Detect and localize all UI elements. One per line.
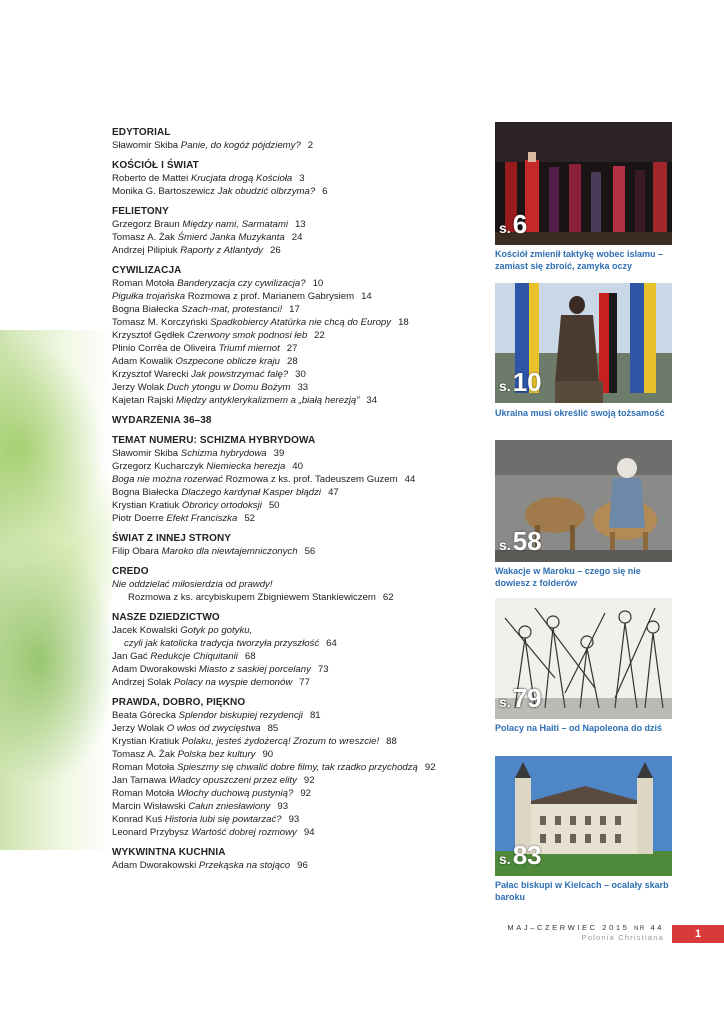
section-title: EDYTORIAL [112,127,171,138]
entry-author: Roman Motoła [112,278,175,289]
entry-page: 81 [309,710,321,721]
page-ref-83: s.83 [499,840,542,870]
toc-entry[interactable] [112,473,492,486]
entry-author: Andrzej Solak [112,677,172,688]
feature-caption-10: Ukraina musi określić swoją tożsamość [495,408,665,418]
page-ref-58: s.58 [499,526,542,556]
toc-entry[interactable] [112,499,492,512]
entry-page: 18 [398,317,409,328]
toc-entry[interactable] [112,663,492,676]
entry-author: Leonard Przybysz [112,827,189,838]
entry-author: Rozmowa z ks. prof. Tadeuszem Guzem [225,474,398,485]
entry-author: Monika G. Bartoszewicz [112,186,215,197]
section-title: FELIETONY [112,206,169,217]
entry-title: Miasto z saskiej porcelany [198,664,311,675]
toc-entry[interactable] [112,787,492,800]
toc-section [112,414,492,427]
toc-entry[interactable] [112,591,492,604]
entry-title: Niemiecka herezja [206,461,286,472]
entry-title: Czerwony smok podnosi łeb [187,330,308,341]
entry-title: czyli jak katolicka tradycja tworzyła przyszłość [124,638,320,649]
entry-author: Bogna Białecka [112,304,179,315]
entry-author: Krzysztof Warecki [112,369,189,380]
entry-author: Grzegorz Kucharczyk [112,461,204,472]
entry-author: Grzegorz Braun [112,219,180,230]
entry-author: Jacek Kowalski [112,625,178,636]
soldiers-engraving [495,598,672,719]
entry-title: Raporty z Atlantydy [180,245,264,256]
entry-title: Spieszmy się chwalić dobre filmy, tak rzadko przychodzą [177,762,418,773]
toc-entry[interactable] [112,761,492,774]
toc-entry[interactable] [112,394,492,407]
entry-title: Całun zniesławiony [188,801,271,812]
entry-title: Spadkobiercy Atatürka nie chcą do Europy [210,317,392,328]
toc-entry[interactable] [112,800,492,813]
toc-entry[interactable] [112,748,492,761]
statue-flags-photo [495,283,672,403]
entry-author: Plinio Corrêa de Oliveira [112,343,216,354]
toc-entry[interactable] [112,624,492,637]
toc-entry[interactable] [112,578,492,591]
entry-page: 26 [270,245,281,256]
entry-page: 85 [267,723,279,734]
entry-page: 93 [277,801,289,812]
entry-title: Duch ytongu w Domu Bożym [166,382,291,393]
entry-title: Oszpecone oblicze kraju [175,356,280,367]
toc-entry[interactable] [112,231,492,244]
toc-entry[interactable] [112,460,492,473]
entry-author: Rozmowa z ks. arcybiskupem Zbigniewem Stankiewiczem [128,592,376,603]
magazine-brand: Polonia Christiana [581,933,664,942]
camels-market-photo [495,440,672,562]
entry-page: 96 [297,860,308,871]
entry-title: Szach-mat, protestanci! [181,304,283,315]
toc-entry[interactable] [112,185,492,198]
section-title: WYKWINTNA KUCHNIA [112,847,226,858]
entry-title: Jak obudzić olbrzyma? [217,186,316,197]
issue-nr: 44 [650,923,664,932]
entry-title: Redukcje Chiquitanii [150,651,238,662]
entry-title: Maroko dla niewtajemniczonych [161,546,298,557]
entry-page: 30 [295,369,306,380]
entry-title: Śmierć Janka Muzykanta [177,232,285,243]
entry-author: Adam Dworakowski [112,860,197,871]
entry-page: 88 [386,736,397,747]
toc-section [112,846,492,872]
entry-author: Roberto de Mattei [112,173,189,184]
entry-title: Dlaczego kardynał Kasper błądzi [181,487,322,498]
entry-page: 10 [312,278,324,289]
entry-page: 77 [299,677,310,688]
entry-author: Jerzy Wolak [112,382,165,393]
entry-page: 24 [291,232,303,243]
entry-page: 73 [317,664,329,675]
entry-author: Kajetan Rajski [112,395,174,406]
entry-title: Triumf miernot [218,343,280,354]
entry-page: 14 [361,291,372,302]
toc-entry[interactable] [112,722,492,735]
entry-page: 6 [322,186,328,197]
entry-title: O włos od zwycięstwa [166,723,261,734]
entry-page: 93 [288,814,300,825]
entry-author: Tomasz M. Korczyński [112,317,208,328]
entry-page: 34 [366,395,378,406]
entry-author: Jan Gać [112,651,148,662]
entry-author: Krystian Kratiuk [112,736,180,747]
toc-entry[interactable] [112,277,492,290]
toc-section [112,434,492,525]
entry-author: Jan Tarnawa [112,775,167,786]
entry-title: Między nami, Sarmatami [182,219,288,230]
table-of-contents [112,126,492,879]
entry-lead-title: Pigułka trojańska [112,291,186,302]
entry-lead-title: Boga nie można rozerwać [112,474,223,485]
section-title: ŚWIAT Z INNEJ STRONY [112,533,232,544]
entry-title: Splendor biskupiej rezydencji [178,710,303,721]
toc-entry[interactable] [112,342,492,355]
toc-entry[interactable] [112,381,492,394]
section-title: NASZE DZIEDZICTWO [112,612,220,623]
entry-title: Polacy na wyspie demonów [173,677,293,688]
church-mannequins-photo [495,122,672,245]
feature-caption-6: Kościół zmienił taktykę wobec islamu – zamiast się zbroić, zamyka oczy [495,249,664,271]
toc-entry[interactable] [112,218,492,231]
toc-entry[interactable] [112,650,492,663]
entry-lead-title: Nie oddzielać miłosierdzia od prawdy! [112,579,273,590]
toc-entry[interactable] [112,244,492,257]
toc-entry[interactable] [112,329,492,342]
toc-entry[interactable] [112,709,492,722]
toc-entry[interactable] [112,303,492,316]
entry-page: 2 [307,140,314,151]
entry-title: Władcy opuszczeni przez elity [168,775,297,786]
toc-entry[interactable] [112,172,492,185]
entry-title: Polska bez kultury [177,749,256,760]
entry-page: 33 [297,382,309,393]
section-title: CYWILIZACJA [112,265,182,276]
entry-page: 3 [299,173,305,184]
page-ref-79: s.79 [499,683,542,713]
entry-title: Panie, do kogóż pójdziemy? [180,140,301,151]
entry-title: Włochy duchową pustynią? [177,788,294,799]
toc-section [112,565,492,604]
page-ref-10: s.10 [499,367,542,397]
entry-author: Filip Obara [112,546,159,557]
green-foliage-background [0,330,112,850]
page-ref-6: s.6 [499,209,528,239]
page-number: 1 [672,925,724,943]
toc-entry[interactable] [112,676,492,689]
entry-author: Andrzej Pilipiuk [112,245,178,256]
toc-section [112,696,492,839]
entry-page: 52 [244,513,255,524]
entry-page: 64 [326,638,337,649]
entry-page: 44 [404,474,416,485]
toc-entry[interactable] [112,139,492,152]
section-title: CREDO [112,566,149,577]
issue-nr-label: NR [634,926,646,932]
palace-photo [495,756,672,876]
entry-page: 90 [262,749,274,760]
entry-title: Schizma hybrydowa [180,448,267,459]
entry-page: 27 [286,343,298,354]
entry-title: Efekt Franciszka [166,513,238,524]
feature-caption-79: Polacy na Haiti – od Napoleona do dziś [495,723,663,733]
toc-section [112,611,492,689]
entry-author: Roman Motoła [112,788,175,799]
entry-author: Sławomir Skiba [112,140,179,151]
toc-entry[interactable] [112,545,492,558]
toc-entry[interactable] [112,368,492,381]
entry-title: Obrońcy ortodoksji [181,500,262,511]
toc-entry[interactable] [112,774,492,787]
entry-author: Krystian Kratiuk [112,500,180,511]
toc-entry[interactable] [112,316,492,329]
entry-author: Marcin Wisławski [112,801,186,812]
section-title: TEMAT NUMERU: SCHIZMA HYBRYDOWA [112,435,316,446]
entry-page: 22 [314,330,325,341]
entry-page: 92 [303,775,315,786]
toc-section [112,126,492,152]
issue-footer [507,923,664,942]
toc-entry[interactable] [112,637,492,650]
entry-title: Między antyklerykalizmem a „białą herezją” [176,395,360,406]
entry-author: Roman Motoła [112,762,175,773]
toc-entry[interactable] [112,813,492,826]
toc-section [112,159,492,198]
entry-page: 47 [328,487,339,498]
feature-caption-58: Wakacje w Maroku – czego się nie dowiesz z folderów [495,566,641,588]
entry-page: 56 [304,546,316,557]
toc-entry[interactable] [112,290,492,303]
toc-entry[interactable] [112,355,492,368]
toc-section [112,532,492,558]
entry-title: Krucjata drogą Kościoła [190,173,293,184]
toc-entry[interactable] [112,735,492,748]
entry-title: Banderyzacja czy cywilizacja? [177,278,306,289]
entry-page: 39 [273,448,285,459]
entry-author: Rozmowa z prof. Marianem Gabrysiem [187,291,355,302]
entry-page: 50 [268,500,280,511]
entry-page: 28 [287,356,298,367]
entry-author: Tomasz A. Żak [112,749,175,760]
entry-title: Jak powstrzymać falę? [191,369,289,380]
toc-entry[interactable] [112,447,492,460]
section-title: KOŚCIÓŁ I ŚWIAT [112,160,199,171]
toc-entry[interactable] [112,512,492,525]
entry-author: Piotr Doerre [112,513,164,524]
entry-author: Beata Górecka [112,710,176,721]
entry-author: Tomasz A. Żak [112,232,175,243]
section-title: PRAWDA, DOBRO, PIĘKNO [112,697,246,708]
toc-entry[interactable] [112,486,492,499]
entry-author: Krzysztof Gędłek [112,330,185,341]
entry-page: 92 [424,762,436,773]
entry-page: 94 [303,827,315,838]
entry-page: 40 [292,461,303,472]
entry-title: Przekąska na stojąco [198,860,291,871]
entry-title: Gotyk po gotyku, [180,625,253,636]
entry-page: 62 [382,592,394,603]
feature-caption-83: Pałac biskupi w Kielcach – ocalały skarb baroku [495,880,669,902]
issue-date: MAJ–CZERWIEC 2015 [507,923,630,932]
entry-title: Wartość dobrej rozmowy [191,827,297,838]
toc-entry[interactable] [112,859,492,872]
entry-author: Jerzy Wolak [112,723,165,734]
entry-author: Adam Dworakowski [112,664,197,675]
toc-section [112,264,492,407]
entry-author: Konrad Kuś [112,814,163,825]
entry-author: Adam Kowalik [112,356,173,367]
entry-page: 68 [244,651,256,662]
toc-entry[interactable] [112,826,492,839]
entry-title: Polaku, jesteś żydożercą! Zrozum to wreszcie! [181,736,380,747]
toc-section [112,205,492,257]
entry-title: Historia lubi się powtarzać? [164,814,282,825]
entry-page: 17 [289,304,300,315]
entry-author: Sławomir Skiba [112,448,179,459]
section-title: WYDARZENIA 36–38 [112,415,212,426]
entry-page: 13 [294,219,306,230]
entry-page: 92 [300,788,311,799]
entry-author: Bogna Białecka [112,487,179,498]
